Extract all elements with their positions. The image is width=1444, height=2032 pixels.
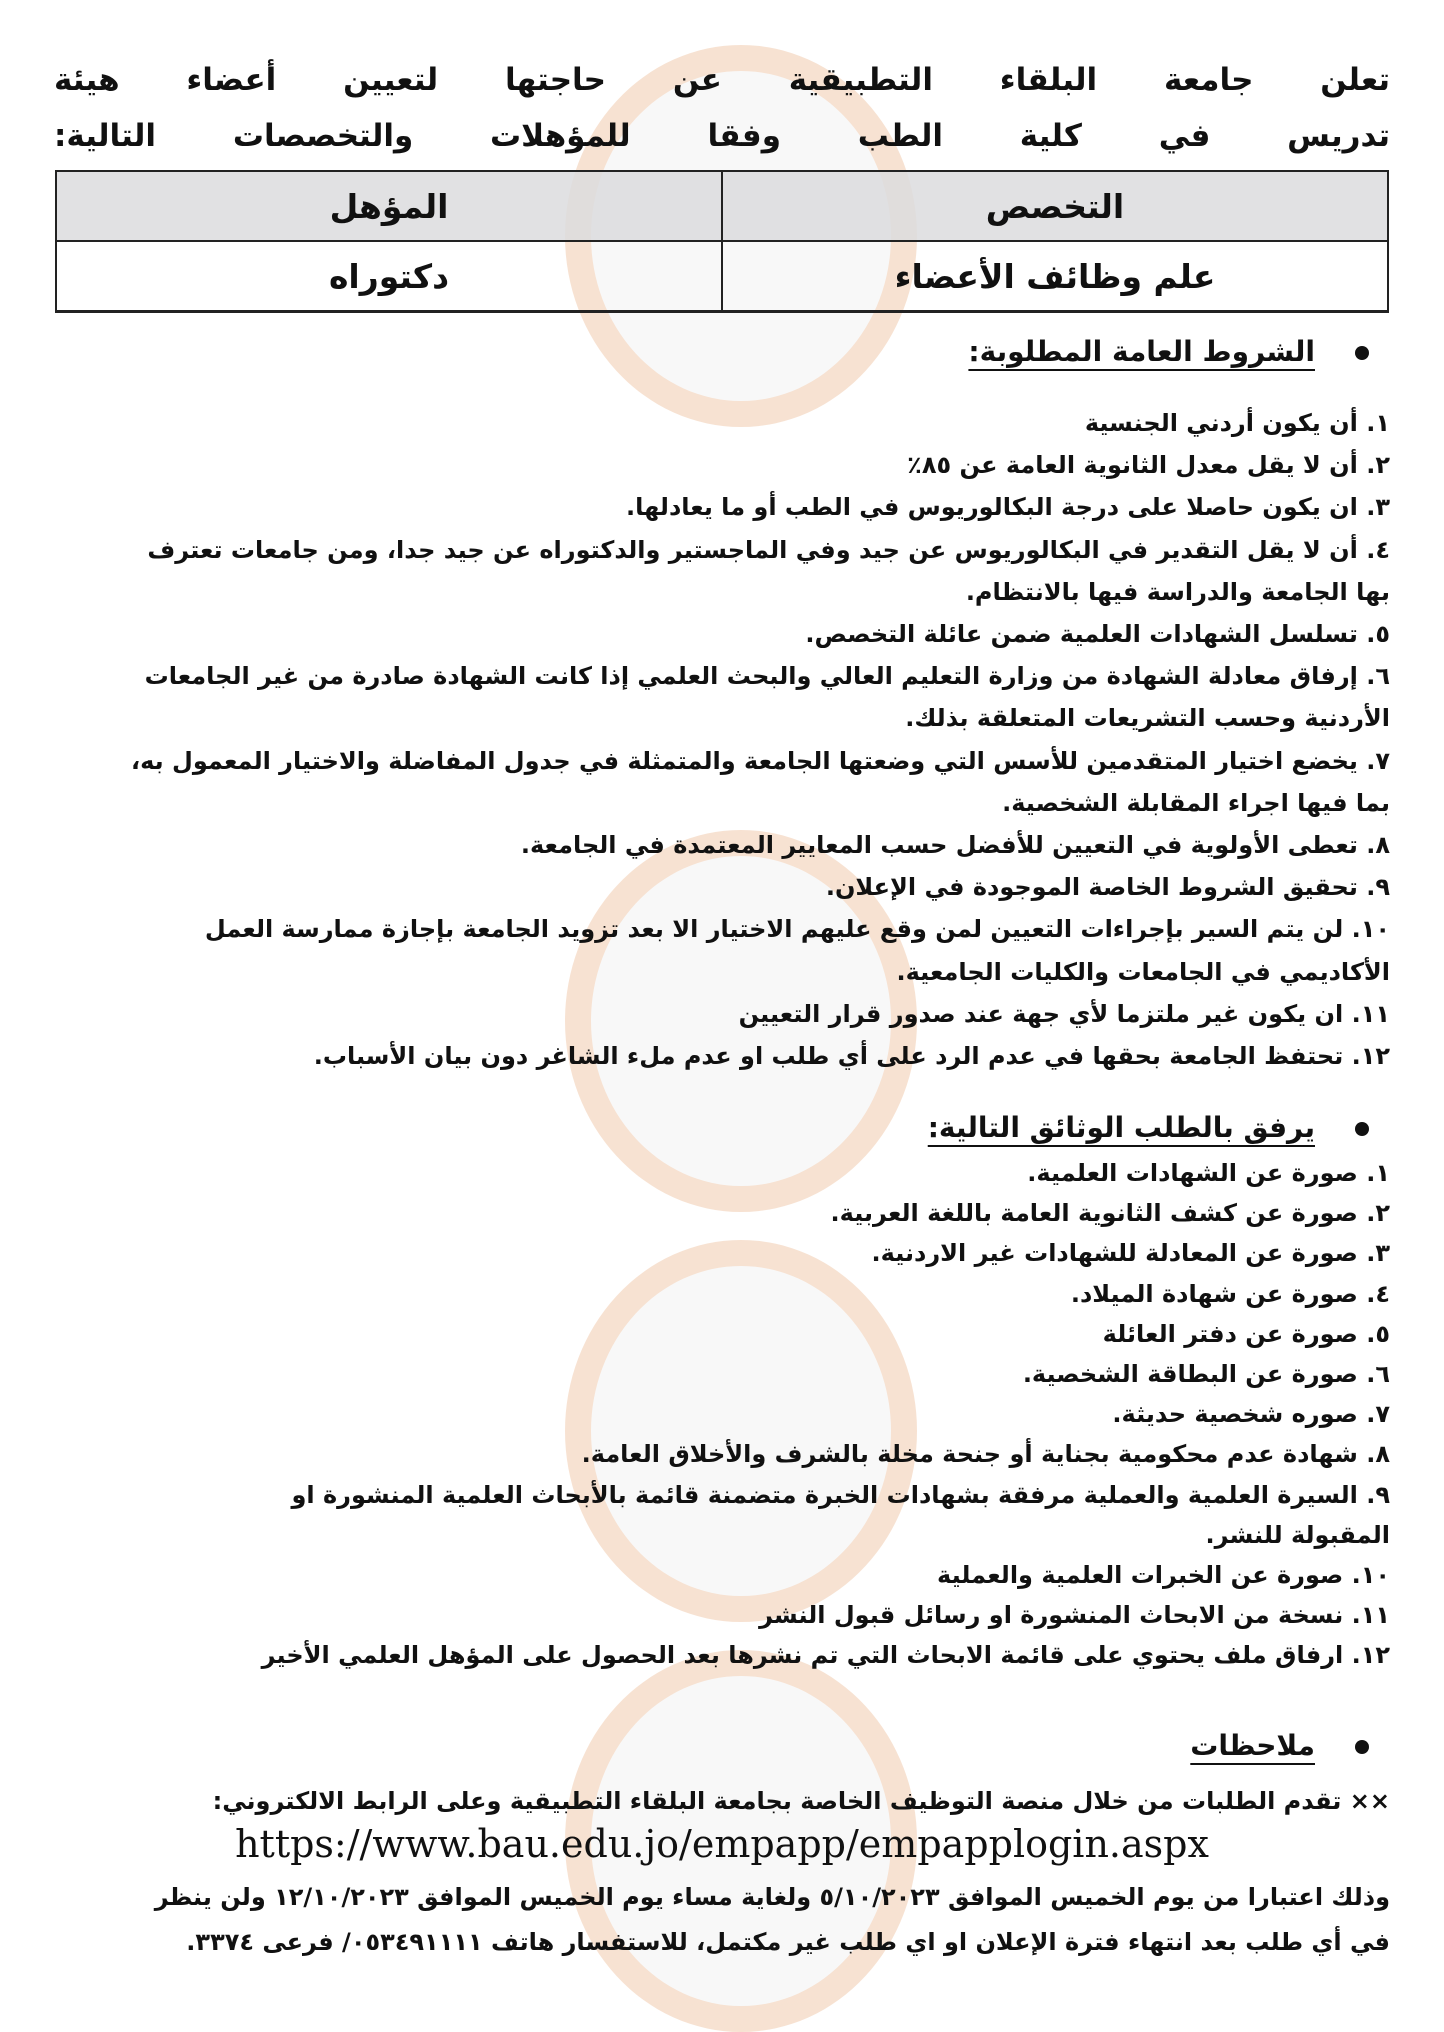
list-item: المقبولة للنشر. [1205, 1520, 1390, 1549]
list-item: ٥. صورة عن دفتر العائلة [1102, 1319, 1390, 1348]
list-item: ٣. صورة عن المعادلة للشهادات غير الاردنية. [871, 1239, 1390, 1268]
cell-specialization: علم وظائف الأعضاء [722, 241, 1388, 312]
list-item: ٧. صوره شخصية حديثة. [1112, 1400, 1390, 1429]
list-item: ٣. ان يكون حاصلا على درجة البكالوريوس في الطب أو ما يعادلها. [625, 493, 1390, 522]
bullet-icon [1355, 1122, 1369, 1136]
intro-line-1: تعلن جامعة البلقاء التطبيقية عن حاجتها لتعيين أعضاء هيئة [54, 62, 1390, 98]
list-item: الأكاديمي في الجامعات والكليات الجامعية. [896, 957, 1390, 986]
intro-line-2: تدريس في كلية الطب وفقا للمؤهلات والتخصصات التالية: [54, 118, 1390, 154]
list-item: ١٢. تحتفظ الجامعة بحقها في عدم الرد على أي طلب او عدم ملء الشاغر دون بيان الأسباب. [313, 1042, 1390, 1070]
heading-text: يرفق بالطلب الوثائق التالية: [927, 1111, 1315, 1144]
list-item: ٦. إرفاق معادلة الشهادة من وزارة التعليم العالي والبحث العلمي إذا كانت الشهادة صادرة من غير الجامعات [144, 662, 1390, 691]
list-item: الأردنية وحسب التشريعات المتعلقة بذلك. [905, 704, 1390, 733]
bullet-icon [1355, 346, 1369, 360]
list-item: بها الجامعة والدراسة فيها بالانتظام. [965, 577, 1390, 606]
heading-text: ملاحظات [1190, 1729, 1315, 1762]
list-item: ٢. أن لا يقل معدل الثانوية العامة عن ٨٥٪ [907, 451, 1390, 480]
list-item: ٨. شهادة عدم محكومية بجناية أو جنحة مخلة بالشرف والأخلاق العامة. [581, 1440, 1390, 1469]
list-item: ٦. صورة عن البطاقة الشخصية. [1022, 1360, 1390, 1388]
notes-line-3: في أي طلب بعد انتهاء فترة الإعلان او اي طلب غير مكتمل، للاستفسار هاتف ٠٥٣٤٩١١١١/ فرعى ٣٣٧٤. [186, 1928, 1390, 1956]
application-link[interactable]: https://www.bau.edu.jo/empapp/empapplogin.aspx [235, 1822, 1209, 1866]
list-item: ٨. تعطى الأولوية في التعيين للأفضل حسب المعايير المعتمدة في الجامعة. [520, 831, 1390, 859]
table-header-row [56, 171, 1388, 241]
list-item: ٢. صورة عن كشف الثانوية العامة باللغة العربية. [830, 1199, 1390, 1228]
notes-line-1: ×× تقدم الطلبات من خلال منصة التوظيف الخاصة بجامعة البلقاء التطبيقية وعلى الرابط الالكتروني: [212, 1787, 1390, 1815]
list-item: بما فيها اجراء المقابلة الشخصية. [1002, 788, 1390, 817]
header-specialization: التخصص [722, 171, 1388, 241]
cell-qualification: دكتوراه [56, 241, 722, 312]
list-item: ٧. يخضع اختيار المتقدمين للأسس التي وضعتها الجامعة والمتمثلة في جدول المفاضلة والاختيار المعمول به، [130, 746, 1390, 775]
bullet-icon [1355, 1740, 1369, 1754]
list-item: ١. أن يكون أردني الجنسية [1084, 409, 1390, 437]
list-item: ٤. صورة عن شهادة الميلاد. [1070, 1279, 1390, 1308]
list-item: ١٠. لن يتم السير بإجراءات التعيين لمن وقع عليهم الاختيار الا بعد تزويد الجامعة بإجازة ممارسة العمل [204, 915, 1390, 944]
list-item: ١٢. ارفاق ملف يحتوي على قائمة الابحاث التي تم نشرها بعد الحصول على المؤهل العلمي الأخير [261, 1641, 1390, 1670]
header-qualification: المؤهل [56, 171, 722, 241]
list-item: ٩. السيرة العلمية والعملية مرفقة بشهادات الخبرة متضمنة قائمة بالأبحاث العلمية المنشورة او [291, 1480, 1390, 1509]
list-item: ٥. تسلسل الشهادات العلمية ضمن عائلة التخصص. [805, 620, 1390, 648]
notes-line-2: وذلك اعتبارا من يوم الخميس الموافق ٥/١٠/٢٠٢٣ ولغاية مساء يوم الخميس الموافق ١٢/١٠/٢٠٢٣ ولن ينظر [154, 1883, 1390, 1911]
list-item: ١٠. صورة عن الخبرات العلمية والعملية [937, 1561, 1390, 1589]
list-item: ٤. أن لا يقل التقدير في البكالوريوس عن جيد وفي الماجستير والدكتوراه عن جيد جدا، ومن جامعات تعترف [147, 535, 1390, 564]
list-item: ١١. ان يكون غير ملتزما لأي جهة عند صدور قرار التعيين [738, 999, 1390, 1028]
general-conditions-heading [54, 332, 1369, 372]
list-item: ١. صورة عن الشهادات العلمية. [1027, 1159, 1390, 1187]
table-row [56, 241, 1388, 312]
specialization-table [55, 170, 1389, 313]
heading-text: الشروط العامة المطلوبة: [968, 335, 1315, 368]
list-item: ٩. تحقيق الشروط الخاصة الموجودة في الإعلان. [825, 873, 1390, 902]
list-item: ١١. نسخة من الابحاث المنشورة او رسائل قبول النشر [759, 1601, 1390, 1630]
notes-heading [54, 1726, 1369, 1766]
documents-heading [54, 1108, 1369, 1148]
